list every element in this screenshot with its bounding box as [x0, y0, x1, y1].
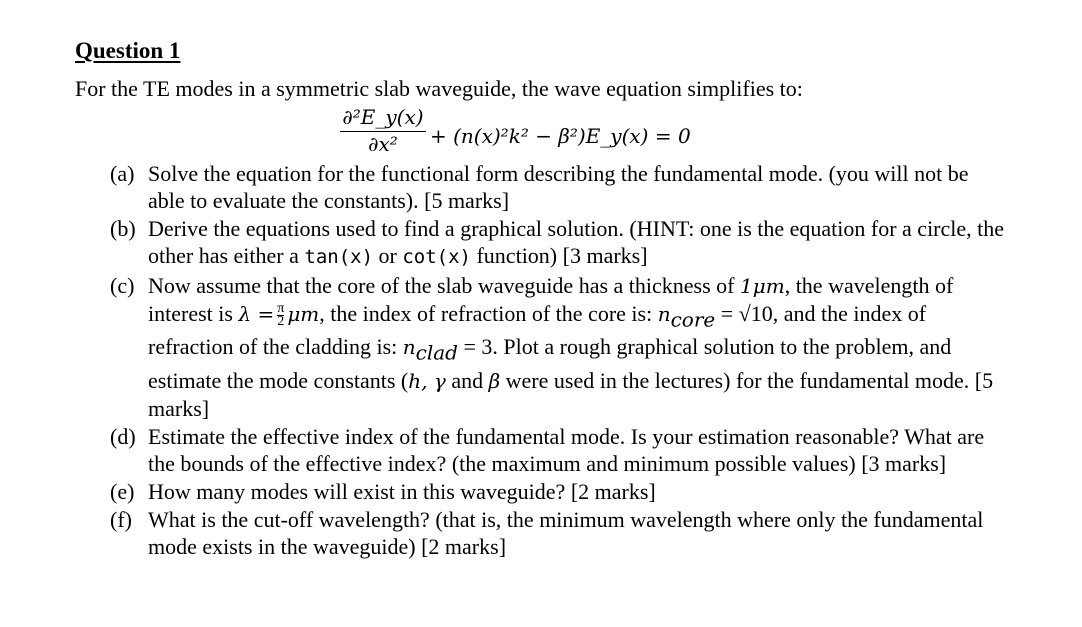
- equation-fraction: [340, 104, 426, 156]
- tan-expression: tan(x): [304, 246, 374, 268]
- part-text: , the wavelength of interest is: [148, 273, 954, 326]
- part-e: [110, 478, 1010, 505]
- part-f: [110, 506, 1010, 560]
- part-text: Estimate the effective index of the fundamental mode. Is your estimation reasonable? What are the bounds of the effective index? (the maximum and minimum possible values) [3 marks]: [148, 423, 985, 476]
- n-core-symbol: n: [657, 302, 671, 326]
- part-c: [110, 272, 1010, 422]
- part-text: and: [445, 367, 489, 393]
- pi-over-two: [277, 303, 284, 328]
- thickness-value: 1μm: [740, 274, 785, 298]
- part-d: [110, 423, 1010, 477]
- equation-rest: + (n(x)²k² − β²)E_y(x) = 0: [430, 124, 691, 148]
- part-text: What is the cut-off wavelength? (that is, the minimum wavelength where only the fundamental mode exists in the waveguide) [2 marks]: [148, 506, 984, 559]
- intro-text: For the TE modes in a symmetric slab waveguide, the wave equation simplifies to:: [75, 76, 803, 101]
- two-denominator: 2: [277, 314, 285, 330]
- part-text: How many modes will exist in this waveguide? [2 marks]: [148, 478, 656, 504]
- part-text: were used in the lectures) for the fundamental mode. [5 marks]: [148, 367, 994, 421]
- mode-constants: h, γ: [408, 368, 446, 393]
- part-text: , and the index of refraction of the cladding is:: [148, 301, 927, 360]
- lambda-symbol: λ =: [238, 302, 275, 326]
- part-text: Now assume that the core of the slab waveguide has a thickness of: [148, 273, 740, 298]
- part-text: . Plot a rough graphical solution to the problem, and estimate the mode constants (: [148, 334, 952, 393]
- part-a: [110, 160, 1010, 214]
- cot-expression: cot(x): [402, 246, 471, 268]
- clad-subscript: clad: [415, 340, 458, 365]
- equation-denominator: ∂x²: [368, 132, 398, 156]
- question-heading: Question 1: [75, 38, 181, 63]
- equals: =: [715, 301, 734, 326]
- part-text: or: [373, 243, 403, 268]
- clad-value: = 3: [457, 334, 493, 360]
- question-parts: [110, 160, 1010, 561]
- beta-symbol: β: [488, 368, 501, 393]
- part-b: [110, 215, 1010, 271]
- part-label: (e): [110, 478, 135, 504]
- sqrt-ten: √10: [738, 301, 773, 326]
- part-text: , the index of refraction of the core is:: [319, 301, 658, 326]
- part-text: Solve the equation for the functional form describing the fundamental mode. (you will not be able to evaluate the constants). [5 marks]: [148, 161, 969, 213]
- part-label: (d): [110, 423, 136, 449]
- micrometer-unit: μm: [287, 302, 320, 326]
- part-text: function) [3 marks]: [470, 243, 648, 268]
- part-text: Derive the equations used to find a graphical solution. (HINT: one is the equation for a circle, the other has either a: [148, 216, 1005, 268]
- part-label: (b): [110, 216, 136, 241]
- n-clad-symbol: n: [402, 335, 416, 360]
- part-label: (a): [110, 161, 135, 186]
- part-label: (c): [110, 273, 135, 298]
- core-subscript: core: [670, 307, 716, 332]
- pi-numerator: π: [277, 301, 285, 317]
- equation-numerator: ∂²E_y(x): [342, 105, 424, 129]
- part-label: (f): [110, 506, 132, 532]
